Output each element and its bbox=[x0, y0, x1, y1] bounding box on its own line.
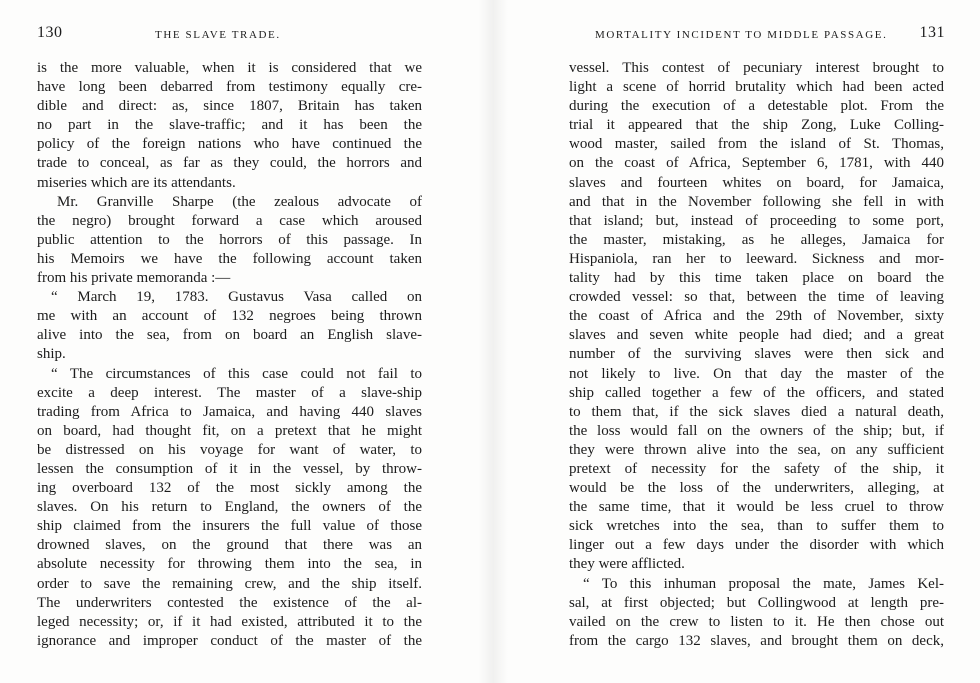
text-line: pretext of necessity for the safety of the ship, it bbox=[569, 460, 944, 477]
text-line: slaves and seven white people had died; and a great bbox=[569, 327, 944, 344]
left-running-head bbox=[37, 24, 422, 50]
text-line: ing overboard 132 of the most sickly among the bbox=[37, 480, 422, 497]
text-line: number of the surviving slaves were then sick and bbox=[569, 346, 944, 363]
left-body-text bbox=[37, 59, 422, 651]
left-page-number: 130 bbox=[37, 24, 63, 41]
text-line: sal, at first objected; but Collingwood at length pre- bbox=[569, 594, 944, 611]
text-line: Hispaniola, ran her to leeward. Sickness and mor- bbox=[569, 250, 944, 267]
text-line: alive into the sea, from on board an English slave- bbox=[37, 327, 422, 344]
text-line: The underwriters contested the existence of the al- bbox=[37, 594, 422, 611]
text-line: the master, mistaking, as he alleges, Jamaica for bbox=[569, 231, 944, 248]
text-line: on board, had thought fit, on a pretext that he might bbox=[37, 422, 422, 439]
text-line: ship called together a few of the officers, and stated bbox=[569, 384, 944, 401]
text-line: lessen the consumption of it in the vessel, by throw- bbox=[37, 460, 422, 477]
text-line: the negro) brought forward a case which aroused bbox=[37, 212, 422, 229]
text-line: his Memoirs we have the following account taken bbox=[37, 250, 422, 267]
text-line: on the coast of Africa, September 6, 1781, with 440 bbox=[569, 155, 944, 172]
text-line: from the cargo 132 slaves, and brought them on deck, bbox=[569, 632, 944, 649]
text-line: and that in the November following she fell in with bbox=[569, 193, 944, 210]
text-line: absolute necessity for throwing them into the sea, in bbox=[37, 556, 422, 573]
text-line: leged necessity; or, if it had existed, attributed it to the bbox=[37, 613, 422, 630]
text-line: would be the loss of the underwriters, alleging, at bbox=[569, 480, 944, 497]
text-line: drowned slaves, on the ground that there was an bbox=[37, 537, 422, 554]
left-running-title: THE SLAVE TRADE. bbox=[155, 29, 281, 41]
right-page bbox=[490, 0, 980, 683]
text-line: tality had by this time taken place on board the bbox=[569, 270, 944, 287]
text-line: slaves. On his return to England, the owners of the bbox=[37, 499, 422, 516]
right-page-number: 131 bbox=[919, 24, 945, 41]
text-line: the coast of Africa and the 29th of November, sixty bbox=[569, 308, 944, 325]
text-line: “ To this inhuman proposal the mate, James Kel- bbox=[583, 575, 944, 592]
text-line: not likely to live. On that day the master of the bbox=[569, 365, 944, 382]
text-line: excite a deep interest. The master of a slave-ship bbox=[37, 384, 422, 401]
text-line: vessel. This contest of pecuniary interest brought to bbox=[569, 60, 944, 76]
text-line: wood master, sailed from the island of St. Thomas, bbox=[569, 136, 944, 153]
text-line: light a scene of horrid brutality which had been acted bbox=[569, 79, 944, 96]
text-line: trading from Africa to Jamaica, and having 440 slaves bbox=[37, 403, 422, 420]
text-line: ignorance and improper conduct of the master of the bbox=[37, 632, 422, 649]
text-line: trial it appeared that the ship Zong, Luke Colling- bbox=[569, 117, 944, 134]
right-running-title: MORTALITY INCIDENT TO MIDDLE PASSAGE. bbox=[595, 29, 888, 41]
text-line: crowded vessel: so that, between the time of leaving bbox=[569, 289, 944, 306]
text-line: from his private memoranda :— bbox=[37, 270, 231, 287]
text-line: me with an account of 132 negroes being thrown bbox=[37, 308, 422, 325]
text-line: is the more valuable, when it is considered that we bbox=[37, 60, 422, 76]
text-line: “ The circumstances of this case could not fail to bbox=[51, 365, 422, 382]
text-line: ship claimed from the insurers the full value of those bbox=[37, 518, 422, 535]
text-line: no part in the slave-traffic; and it has been the bbox=[37, 117, 422, 134]
text-line: order to save the remaining crew, and the ship itself. bbox=[37, 575, 422, 592]
text-line: Mr. Granville Sharpe (the zealous advocate of bbox=[57, 193, 422, 210]
text-line: slaves and fourteen whites on board, for Jamaica, bbox=[569, 174, 944, 191]
text-line: policy of the foreign nations who have continued the bbox=[37, 136, 422, 153]
text-line: miseries which are its attendants. bbox=[37, 174, 236, 191]
text-line: sick wretches into the sea, than to suffer them to bbox=[569, 518, 944, 535]
text-line: dible and direct: as, since 1807, Britain has taken bbox=[37, 98, 422, 115]
right-running-head bbox=[567, 24, 945, 50]
text-line: “ March 19, 1783. Gustavus Vasa called on bbox=[51, 289, 422, 306]
text-line: during the execution of a detestable plot. From the bbox=[569, 98, 944, 115]
text-line: the same time, that it would be less cruel to throw bbox=[569, 499, 944, 516]
text-line: that island; but, instead of proceeding to some port, bbox=[569, 212, 944, 229]
text-line: vailed on the crew to listen to it. He then chose out bbox=[569, 613, 944, 630]
text-line: trade to conceal, as far as they could, the horrors and bbox=[37, 155, 422, 172]
text-line: have long been debarred from testimony equally cre- bbox=[37, 79, 422, 96]
text-line: the loss would fall on the owners of the ship; but, if bbox=[569, 422, 944, 439]
text-line: public attention to the horrors of this passage. In bbox=[37, 231, 422, 248]
text-line: ship. bbox=[37, 346, 66, 363]
text-line: they were afflicted. bbox=[569, 556, 685, 573]
text-line: linger out a few days under the disorder with which bbox=[569, 537, 944, 554]
text-line: be distressed on his voyage for want of water, to bbox=[37, 441, 422, 458]
right-body-text bbox=[569, 59, 944, 651]
text-line: they were thrown alive into the sea, on any sufficient bbox=[569, 441, 944, 458]
text-line: to them that, if the sick slaves died a natural death, bbox=[569, 403, 944, 420]
